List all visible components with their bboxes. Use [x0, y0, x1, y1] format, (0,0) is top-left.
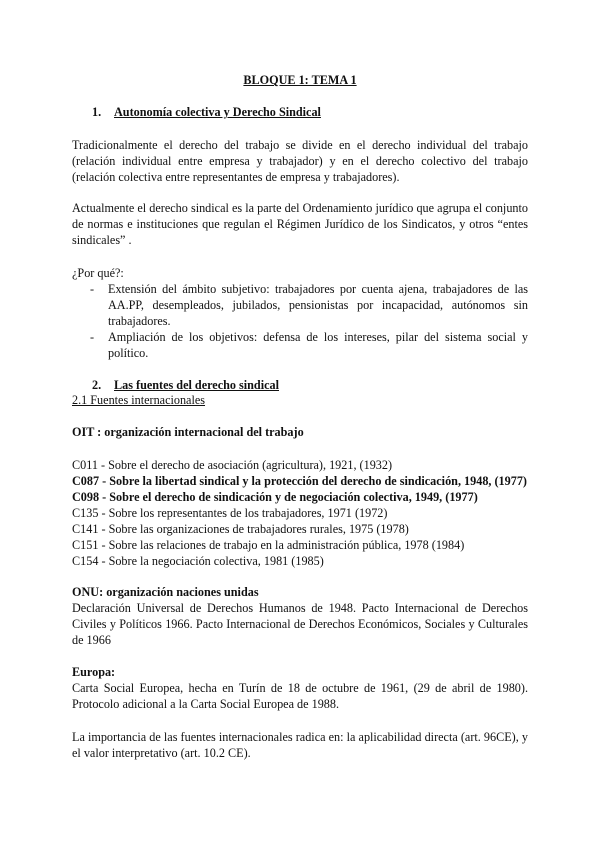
convention-c154: C154 - Sobre la negociación colectiva, 1981 (1985): [72, 554, 324, 568]
reasons-list: [72, 281, 528, 361]
europa-paragraph: Carta Social Europea, hecha en Turín de 18 de octubre de 1961, (29 de abril de 1980). Protocolo adicional a la Carta Social Europea de 1988.: [72, 681, 528, 711]
convention-c098: C098 - Sobre el derecho de sindicación y de negociación colectiva, 1949, (1977): [72, 490, 478, 504]
onu-title: ONU: organización naciones unidas: [72, 585, 259, 599]
convention-c141: C141 - Sobre las organizaciones de trabajadores rurales, 1975 (1978): [72, 522, 409, 536]
convention-c151: C151 - Sobre las relaciones de trabajo en la administración pública, 1978 (1984): [72, 538, 465, 552]
europa-title: Europa:: [72, 665, 116, 679]
question-por-que: ¿Por qué?:: [72, 266, 124, 280]
document-title: BLOQUE 1: TEMA 1: [243, 73, 357, 87]
section-1-heading: [72, 104, 528, 120]
convention-c135: C135 - Sobre los representantes de los trabajadores, 1971 (1972): [72, 506, 388, 520]
convention-c087: C087 - Sobre la libertad sindical y la protección del derecho de sindicación, 1948, (1977): [72, 474, 527, 488]
section-2-number: 2.: [92, 378, 102, 392]
section-1-number: 1.: [92, 105, 102, 119]
list-item: - Extensión del ámbito subjetivo: trabajadores por cuenta ajena, trabajadores de las AA.PP, desempleados, jubilados, pensionistas por incapacidad, autónomos sin trabajadores.: [72, 281, 528, 329]
section-2-heading: [72, 377, 528, 393]
subsection-fuentes-internacionales: 2.1 Fuentes internacionales: [72, 393, 206, 407]
paragraph-derecho-trabajo: Tradicionalmente el derecho del trabajo se divide en el derecho individual del trabajo (relación individual entre empresa y trabajador) y en el derecho colectivo del trabajo (relación colectiva entre representantes de empresa y trabajadores).: [72, 138, 528, 184]
oit-title: OIT : organización internacional del trabajo: [72, 425, 304, 439]
paragraph-derecho-sindical: Actualmente el derecho sindical es la parte del Ordenamiento jurídico que agrupa el conjunto de normas e instituciones que regulan el Régimen Jurídico de los Sindicatos, y otros “entes sindicales” .: [72, 201, 528, 247]
convention-c011: C011 - Sobre el derecho de asociación (agricultura), 1921, (1932): [72, 458, 393, 472]
closing-paragraph: La importancia de las fuentes internacionales radica en: la aplicabilidad directa (art. 96CE), y el valor interpretativo (art. 10.2 CE).: [72, 730, 528, 760]
section-1-title: Autonomía colectiva y Derecho Sindical: [114, 105, 321, 119]
conventions-list: [72, 457, 528, 569]
section-2-title: Las fuentes del derecho sindical: [114, 378, 279, 392]
list-item: - Ampliación de los objetivos: defensa de los intereses, pilar del sistema social y político.: [72, 329, 528, 361]
onu-paragraph: Declaración Universal de Derechos Humanos de 1948. Pacto Internacional de Derechos Civiles y Políticos 1966. Pacto Internacional de Derechos Económicos, Sociales y Culturales de 1966: [72, 601, 528, 647]
